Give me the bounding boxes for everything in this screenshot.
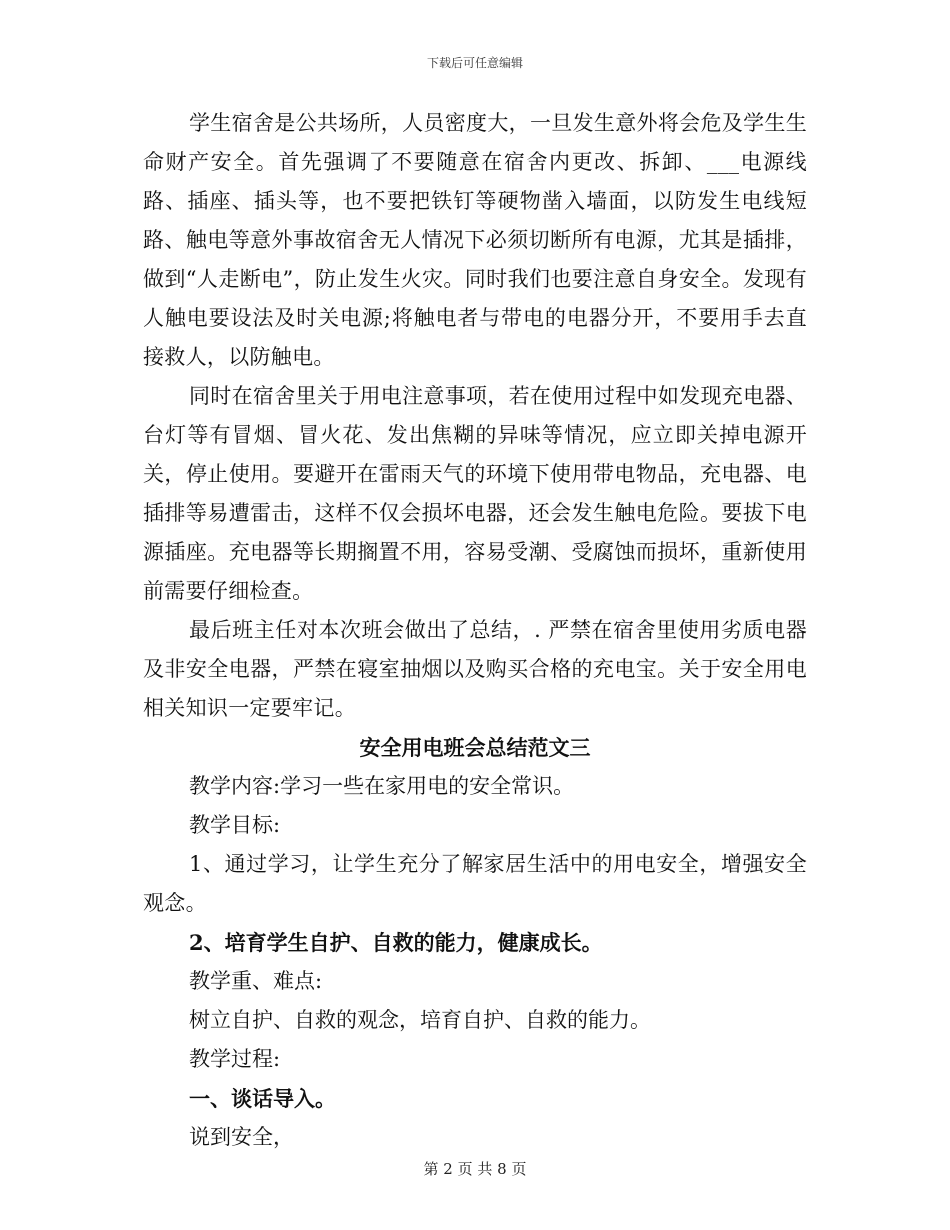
teaching-goal-1: 1、通过学习，让学生充分了解家居生活中的用电安全，增强安全观念。	[143, 852, 807, 915]
document-body	[143, 104, 807, 1157]
paragraph-summary: 最后班主任对本次班会做出了总结，. 严禁在宿舍里使用劣质电器及非安全电器，严禁在寝室抽烟以及购买合格的充电宝。关于安全用电相关知识一定要牢记。	[143, 618, 807, 720]
page-header: 下载后可任意编辑	[426, 56, 523, 70]
teaching-step-1: 一、谈话导入。	[189, 1086, 336, 1111]
teaching-difficulty-text: 树立自护、自救的观念，培育自护、自救的能力。	[189, 1008, 651, 1032]
section-title: 安全用电班会总结范文三	[359, 735, 591, 760]
teaching-process-label: 教学过程:	[189, 1047, 281, 1071]
teaching-content: 教学内容:学习一些在家用电的安全常识。	[189, 774, 575, 798]
page-footer: 第 2 页 共 8 页	[423, 1160, 527, 1178]
teaching-step-1-text: 说到安全，	[189, 1125, 294, 1149]
teaching-goal-label: 教学目标:	[189, 813, 281, 837]
paragraph-dorm-safety: 学生宿舍是公共场所，人员密度大，一旦发生意外将会危及学生生命财产安全。首先强调了不要随意在宿舍内更改、拆卸、___电源线路、插座、插头等，也不要把铁钉等硬物凿入墙面，以防发生电线短路、触电等意外事故宿舍无人情况下必须切断所有电源，尤其是插排，做到“人走断电”，防止发生火灾。同时我们也要注意自身安全。发现有人触电要设法及时关电源;将触电者与带电的电器分开，不要用手去直接救人，以防触电。	[143, 111, 807, 369]
paragraph-electric-precautions: 同时在宿舍里关于用电注意事项，若在使用过程中如发现充电器、台灯等有冒烟、冒火花、发出焦糊的异味等情况，应立即关掉电源开关，停止使用。要避开在雷雨天气的环境下使用带电物品，充电器、电插排等易遭雷击，这样不仅会损坏电器，还会发生触电危险。要拔下电源插座。充电器等长期搁置不用，容易受潮、受腐蚀而损坏，重新使用前需要仔细检查。	[143, 384, 807, 603]
teaching-goal-2: 2、培育学生自护、自救的能力，健康成长。	[189, 930, 603, 955]
teaching-difficulty-label: 教学重、难点:	[189, 969, 323, 993]
